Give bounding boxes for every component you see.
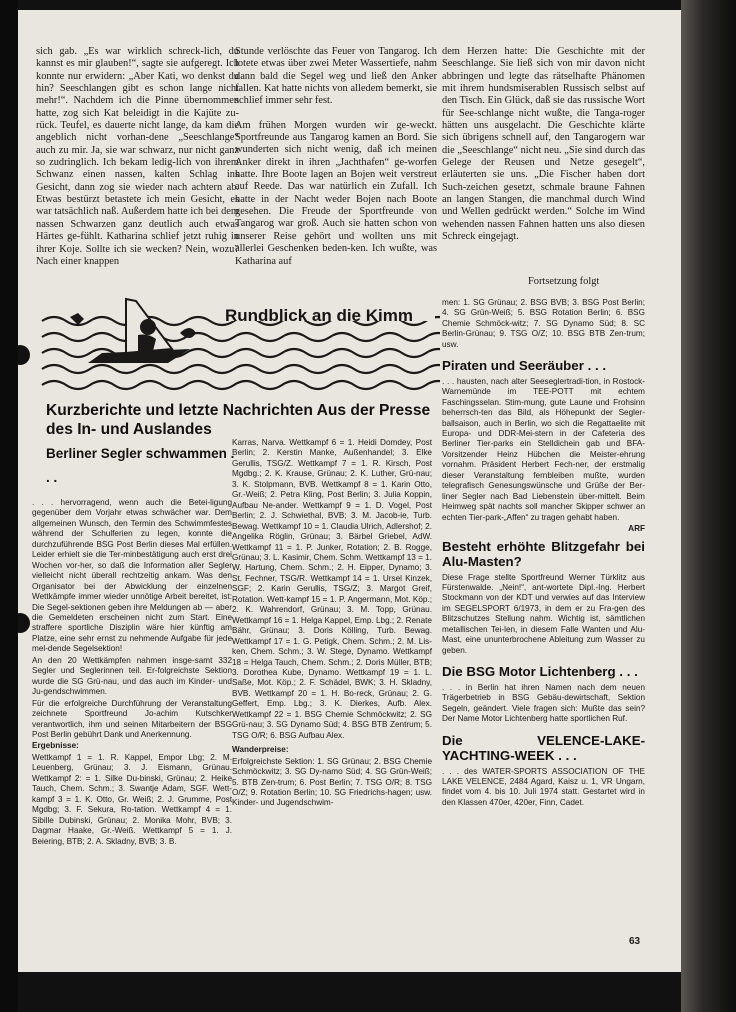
paragraph: Stunde verlöschte das Feuer von Tangarog. Ich lotete etwas über zwei Meter Wassertiefe, nahm dann bald die Segel weg und ließ den Anker fallen. Kat hatte nichts von alledem bemerkt, sie schlief immer sehr fest. xyxy=(235,46,437,107)
story-column-middle xyxy=(235,46,437,268)
article-heading: Besteht erhöhte Blitzgefahr bei Alu-Masten? xyxy=(442,538,645,570)
paragraph: sich gab. „Es war wirklich schreck-lich, du kannst es mir glauben!“, sagte sie aufgeregt. Ich konnte nur erwidern: „Aber Kati, wo denkst du hin? Seeschlangen gibt es schon lange nicht mehr!“. Nachdem ich die Pinne übernommen hatte, zog sich Kat beleidigt in die Kajüte zu-rück. Teufel, es dauerte nicht lange, da kam die angeblich nicht vorhan-dene „Seeschlange“ auch zu mir. Ja, sie war schwarz, nur nicht ganz so zudringlich. Ich bekam ledig-lich von ihrem Schwanz einen nassen, kalten Schlag ins Gesicht, dann zog sie wieder nach achtern ab. Etwas bestürzt betastete ich mein Gesicht, es war tatsächlich naß. Außerdem hatte ich bei dem nassen Schwarzen ganz deutlich auch etwas Härtes ge-fühlt. Katharina schlief jetzt ruhig in ihrer Koje. Sollte ich sie wecken? Nein, wozu? Nach einer knappen xyxy=(36,46,239,267)
results-label: Ergebnisse: xyxy=(32,741,79,751)
paragraph: An den 20 Wettkämpfen nahmen insge-samt 332 Segler und Seglerinnen teil. Er-folgreichste Sektion wurde die SG Grü-nau, und das auch im Kinder- und Ju-gendschwimmen. xyxy=(32,655,232,697)
paragraph: men: 1. SG Grünau; 2. BSG BVB; 3. BSG Post Berlin; 4. SG Grün-Weiß; 5. BSG Rotation Berlin; 6. BSG Chemie Schmöck-witz; 7. SG Dynamo Süd; 8. SC Berlin-Grünau; 9. TSG O/Z; 10. BSG BTB Zen-trum; usw. xyxy=(442,298,645,349)
banner-title: Rundblick an die Kimm xyxy=(225,306,413,325)
results-column-middle xyxy=(232,438,432,810)
paragraph: dem Herzen hatte: Die Geschichte mit der Seeschlange. Sie ließ sich von mir davon nicht abbringen und legte das rätselhafte Phänomen mit ihrem hundsmiserablen Russisch selbst auf den Tisch. Ein Glück, daß sie das russische Wort für See-schlange nicht wußte, die Tanga-roger hätten uns ausgelacht. Die Geschichte klärte sich übrigens schnell auf, den Tangarogern war die „Seeschlange“ nicht neu. „Sie sind durch das Gelege der Reusen und Netze gesegelt“, erläuterten sie uns. „Die Fischer haben dort Such-zeichen gesetzt, schmale braune Fahnen an langen Stangen, die manchmal durch Wind und Wellen gedrückt werden.“ Solche im Wind wehenden nassen Fahnen hatten uns also diesen Schreck eingejagt. xyxy=(442,46,645,243)
paragraph: Am frühen Morgen wurden wir ge-weckt. Sportfreunde aus Tangarog kamen an Bord. Sie wunderten sich nicht wenig, daß ich meinen Anker direkt in ihren „Jachthafen“ ge-worfen hatte. Ihre Boote lagen an Bojen weit verstreut auf Reede. Das war natürlich ein Zufall. Ich hatte in der Nacht weder Bojen nach Boote gesehen. Die Freude der Sportfreunde von Tangarog war groß. Auch sie hatten schon von unserer Reise gehört und wollten uns mit allerlei Geschenken beden-ken. Ich wußte, was Katharina auf xyxy=(235,119,437,267)
article-heading: Berliner Segler schwammen . . . xyxy=(46,446,235,485)
magazine-page xyxy=(18,10,681,972)
paragraph: Karras, Narva. Wettkampf 6 = 1. Heidi Domdey, Post Berlin; 2. Kerstin Manke, Außenhandel; 3. Elke Gerullis, TSG/Z. Wettkampf 7 = 1. R. Kirsch, Post Mgdbg.; 2. K. Krause, Grünau; 2. K. Luther, Grü-nau; 3. K. Stolpmann, BVB. Wettkampf 8 = 1. Karin Otto, Gr.-Weiß; 2. Petra Kling, Post Berlin; 3. Julia Koppin, Aufbau Ne-ander. Wettkampf 9 = 1. D. Vogel, Post Berlin; 2. J. Schwiethal, BVB; 3. M. Jacob-ie, Turb. Bewag. Wettkampf 10 = 1. Claudia Ulrich, Adlershof; 2. Angelika Röglin, Grünau; 3. Bärbel Griebel, AdW. Wettkampf 11 = 1. P. Junker, Rotation; 2. B. Rogge, Grünau; 3. L. Kasimir, Chem. Schm. Wettkampf 13 = 1. W. Hartung, Chem. Schm.; 2. H. Eipper, Dynamo; 3. St. Fechner, TSG/R. Wettkampf 14 = 1. Ursel Kinzek, SGF; 2. Karin Gerullis, TSG/Z; 3. Margot Greif, Rotation. Wett-kampf 15 = 1. P. Angermann, Mot. Köp.; 2. K. Wahrendorf, Grünau; 3. M. Topp, Grünau. Wettkampf 16 = 1. Helga Kappel, Emp. Lbg.; 2. Renate Bähr, Grünau; 3. Doris Kölling, Turb. Bewag. Wettkampf 17 = 1. G. Petigk, Chem. Schm.; 2. M. Lis-ken, Chem. Schm.; 3. W. Stege, Dynamo. Wettkampf 18 = Helga Tauch, Chem. Schm.; 2. Doris Müller, BTB; 3. Dorothea Kube, Dynamo. Wettkampf 19 = 1. L. Saße, Mot. Köp.; 2. F. Schädel, BWK; 3. H. Skladny, BVB. Wettkampf 20 = 1. H. Bo-reck, Grünau; 2. G. Geffert, Emp. Lbg.; 3. K. Dierkes, Aufb. Alex. Wettkampf 22 = 1. BSG Chemie Schmöckwitz; 2. SG Grü-nau; 3. SG Dynamo Süd; 4. BSG BTB Zentrum; 5. TSG O/R; 6. BSG Aufbau Alex. xyxy=(232,438,432,740)
page-number: 63 xyxy=(629,936,641,947)
article-heading: Die VELENCE-LAKE-YACHTING-WEEK . . . xyxy=(442,732,645,763)
binding-hole xyxy=(18,345,30,365)
paragraph: Wettkampf 1 = 1. R. Kappel, Empor Lbg; 2. M. Leuenberg, Grünau; 3. J. Eismann, Grünau. Wettkampf 2: = 1. Silke Du-binski, Grünau; 2. Heike Tauch, Chem. Schm.; 3. Swantje Adam, SGF. Wett-kampf 3 = 1. K. Otto, Gr. Weiß; 2. J. Grumme, Post Mgdbg; 3. F. Sekura, Ro-tation. Wettkampf 4 = 1. Sibille Dubinski, Grünau; 2. Monika Mohr, BVB; 3. Dagmar Haake, Gr.-Weiß. Wettkampf 5 = 1. J. Beiering, BTB; 2. A. Skladny, BVB; 3. B. xyxy=(32,752,232,846)
author-signature: ARF xyxy=(628,524,645,534)
paragraph: . . . hervorragend, wenn auch die Betei-ligung gegenüber dem Vorjahr etwas schwächer war. Dem allgemeinen Wunsch, den Termin des Schwimmfestes während der Schulferien zu legen, konnte die durchzuführende BSG Post Berlin dieses Mal erfüllen. Leider erhielt sie die Ter-minbestätigung auch erst drei Wochen vor-her, so daß die Information aller Segler vielleicht nicht überall rechtzeitig ankam. Was den Organisator bei der Abwicklung der einzelnen Wettkämpfe immer wieder unnötige Arbeit bereitet, ist: Die Segel-sektionen geben ihre Meldungen ab — aber die Gemeldeten erscheinen nicht zum Start. Eine straffere sportliche Disziplin wäre hier künftig am Platze, eine sehr ernst zu nehmende Aufgabe für jede mel-dende Segelsektion! xyxy=(32,498,232,654)
news-column-right xyxy=(442,298,645,809)
paragraph: Erfolgreichste Sektion: 1. SG Grünau; 2. BSG Chemie Schmöckwitz; 3. SG Dy-namo Süd; 4. SG Grün-Weiß; 5. BTB Zen-trum; 6. Post Berlin; 7. TSG O/R; 8. TSG O/Z; 9. Rotation Berlin; 10. SG Friedrichs-hagen; usw. Kinder- und Jugendschwim- xyxy=(232,756,432,808)
paragraph: . . . in Berlin hat ihren Namen nach dem neuen Trägerbetrieb in BSG Gebäu-dewirtschaft, Sektion Segeln, geändert. Viele fragen sich: Mußte das sein? Der Name Motor Lichtenberg hatte sportlichen Ruf. xyxy=(442,682,645,724)
binding-hole xyxy=(18,613,30,633)
story-column-left xyxy=(36,46,239,268)
paragraph: Für die erfolgreiche Durchführung der Veranstaltung zeichnete Sportfreund Jo-achim Kutschker verantwortlich, ihm und seinen Mitarbeitern der BSG Post Berlin gebührt Dank und Anerkennung. xyxy=(32,698,232,739)
article-heading: Piraten und Seeräuber . . . xyxy=(442,358,607,374)
results-column-left xyxy=(32,498,232,848)
article-heading: Die BSG Motor Lichtenberg . . . xyxy=(442,664,638,680)
book-spine xyxy=(681,0,736,1012)
story-column-right xyxy=(442,46,645,244)
paragraph: Diese Frage stellte Sportfreund Werner Türklitz aus Fürstenwalde. „Nein!“, ant-wortete Dipl.-Ing. Herbert Stockmann von der KDT und verwies auf das Interview im SEGELSPORT 6/1973, in dem er zu Fra-gen des Blitzschutzes Stellung nahm. Wichtig ist, sämtlichen metallischen Tei-len, in diesem Falle Wanten und Alu-Mast, eine ununterbrochene Ableitung zum Wasser zu geben. xyxy=(442,572,645,655)
left-background xyxy=(0,0,18,1012)
results-label: Wanderpreise: xyxy=(232,745,289,755)
section-heading: Kurzberichte und letzte Nachrichten Aus der Presse des In- und Auslandes xyxy=(46,402,431,438)
paragraph: . . . hausten, nach alter Seeseglertradi-tion, in Rostock-Warnemünde im TEE-POTT mit echtem Faschingsselan. Stim-mung, gute Laune und Frohsinn beherrsch-ten das Bild, als Höhepunkt der Segler-ballsaison, auch in Berlin, wo sich die Regattaelite mit Europa- und DDR-Mei-stern in der Cafeteria des Berliner Tier-parks ein Stelldichein gab und BFA-Vorsitzender Heinz Hübchen die Meister-ehrung vornahm. Präsident Herbert Fech-ner, der erstmalig dieser Veranstaltung fernbleiben mußte, wurden telegrafisch Genesungswünsche und Grüße der Ber-liner Segler nach Bad Liebenstein über-mittelt. Beim Heimweg spät nachts soll mancher Skipper schwer an echten Tier-park-„Affen“ zu tragen gehabt haben. xyxy=(442,376,645,522)
continuation-note: Fortsetzung folgt xyxy=(528,276,600,287)
paragraph: . . . des WATER-SPORTS ASSOCIATION OF THE LAKE VELENCE, 2484 Agard, Kaisz u. 1, VR Ungarn, findet vom 4. bis 10. Juli 1974 statt. Gestartet wird in den Klassen 470er, 420er, Finn, Cadet. xyxy=(442,766,645,807)
